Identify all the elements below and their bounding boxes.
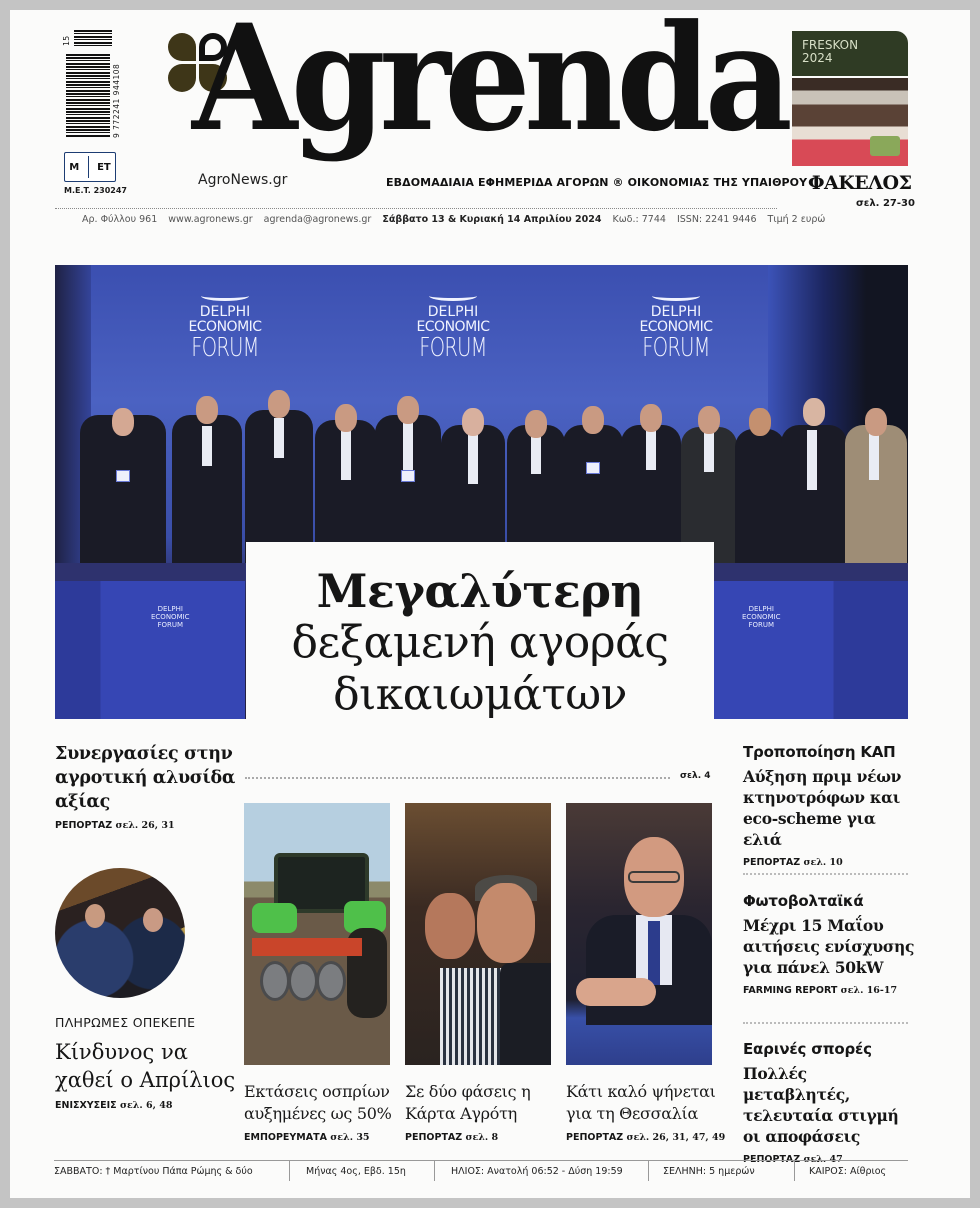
promo-pages: σελ. 27-30 xyxy=(856,198,915,209)
photo-story-3[interactable] xyxy=(566,1081,726,1143)
forum-logo: DELPHI ECONOMIC FORUM xyxy=(170,291,280,361)
story-kicker: ΠΛΗΡΩΜΕΣ ΟΠΕΚΕΠΕ xyxy=(55,1015,196,1030)
forum-logo: DELPHI ECONOMIC FORUM xyxy=(621,291,731,361)
story-headline: Κάτι καλό ψήνεται για τη Θεσσαλία xyxy=(566,1082,716,1123)
barcode-issue-number: 15 xyxy=(62,35,71,46)
forum-logo: DELPHI ECONOMIC FORUM xyxy=(398,291,508,361)
story-ref xyxy=(743,985,918,996)
story-left-2[interactable] xyxy=(55,1015,240,1111)
story-headline: Εκτάσεις οσπρίων αυξημένες ως 50% xyxy=(244,1082,392,1123)
story-right-3[interactable] xyxy=(743,1040,918,1165)
almanac-footer xyxy=(54,1160,908,1184)
story-kicker: Τροποποίηση ΚΑΠ xyxy=(743,743,896,761)
story-ref xyxy=(55,1100,240,1111)
story-ref xyxy=(244,1132,396,1143)
story-section: ΡΕΠΟΡΤΑΖ xyxy=(55,820,113,831)
story-headline: Αύξηση πριμ νέων κτηνοτρόφων και eco-scheme για ελιά xyxy=(743,767,902,849)
dotted-divider xyxy=(743,873,908,875)
photo-story-2[interactable] xyxy=(405,1081,557,1143)
story-right-2[interactable] xyxy=(743,892,918,996)
footer-moon: ΣΕΛΗΝΗ: 5 ημερών xyxy=(649,1161,795,1181)
story-kicker: Φωτοβολταϊκά xyxy=(743,892,864,910)
issue-code: Κωδ.: 7744 xyxy=(612,214,666,225)
story-section: ΡΕΠΟΡΤΑΖ xyxy=(743,1154,801,1165)
story-headline: Μέχρι 15 Μαΐου αιτήσεις ενίσχυσης για πάνελ 50kW xyxy=(743,916,915,977)
forum-logo-small: DELPHI ECONOMIC FORUM xyxy=(151,605,190,629)
issue-date: Σάββατο 13 & Κυριακή 14 Απριλίου 2024 xyxy=(382,214,602,225)
met-logo xyxy=(64,152,116,182)
footer-sun: ΗΛΙΟΣ: Ανατολή 06:52 - Δύση 19:59 xyxy=(435,1161,649,1181)
story-headline: Πολλές μεταβλητές, τελευταία στιγμή οι αποφάσεις xyxy=(743,1064,899,1146)
main-headline-line3: δικαιωμάτων xyxy=(333,669,627,720)
tagline: ΕΒΔΟΜΑΔΙΑΙΑ ΕΦΗΜΕΡΙΔΑ ΑΓΟΡΩΝ ® ΟΙΚΟΝΟΜΙΑΣ ΤΗΣ ΥΠΑΙΘΡΟΥ xyxy=(386,176,808,189)
story-pages: σελ. 10 xyxy=(803,857,843,868)
swoosh-icon xyxy=(429,291,477,301)
story-ref xyxy=(566,1132,726,1143)
met-logo-right: ET xyxy=(97,161,111,173)
main-headline-line2: δεξαμενή αγοράς xyxy=(291,617,669,668)
promo-photo xyxy=(792,78,908,166)
promo-tab xyxy=(792,31,908,76)
story-pages: σελ. 35 xyxy=(330,1132,370,1143)
barcode-number: 9 772241 944108 xyxy=(112,63,121,138)
forum-logo-small: DELPHI ECONOMIC FORUM xyxy=(742,605,781,629)
story-section: ΕΜΠΟΡΕΥΜΑΤΑ xyxy=(244,1132,327,1143)
story-ref xyxy=(55,820,240,831)
story-headline: Κίνδυνος να χαθεί ο Απρίλιος xyxy=(55,1040,236,1092)
main-page-ref: σελ. 4 xyxy=(680,771,711,781)
footer-week: Μήνας 4ος, Εβδ. 15η xyxy=(290,1161,435,1181)
met-code: M.E.T. 230247 xyxy=(64,186,127,195)
story-pages: σελ. 47 xyxy=(803,1154,843,1165)
story-ref xyxy=(743,857,918,868)
story-headline: Συνεργασίες στην αγροτική αλυσίδα αξίας xyxy=(55,744,236,812)
photo-speaker xyxy=(566,803,712,1065)
promo-title: ΦΑΚΕΛΟΣ xyxy=(808,172,912,194)
barcode-addon-icon xyxy=(74,30,112,46)
photo-tractor xyxy=(244,803,390,1065)
book-spine-icon xyxy=(88,156,89,178)
story-section: ΕΝΙΣΧΥΣΕΙΣ xyxy=(55,1100,117,1111)
story-left-1[interactable] xyxy=(55,742,240,831)
story-pages: σελ. 6, 48 xyxy=(119,1100,173,1111)
footer-nameday: ΣΑΒΒΑΤΟ: † Μαρτίνου Πάπα Ρώμης & δύο xyxy=(54,1161,290,1181)
promo-tab-line2: 2024 xyxy=(802,51,833,65)
promo-freskon[interactable] xyxy=(792,31,908,166)
issue-price: Τιμή 2 ευρώ xyxy=(767,214,826,225)
promo-tab-line1: FRESKON xyxy=(802,38,859,52)
swoosh-icon xyxy=(201,291,249,301)
story-section: ΡΕΠΟΡΤΑΖ xyxy=(566,1132,624,1143)
newspaper-title: Agrenda xyxy=(192,0,787,164)
story-headline: Σε δύο φάσεις η Κάρτα Αγρότη xyxy=(405,1082,531,1123)
masthead-divider xyxy=(55,208,777,209)
photo-farmers xyxy=(405,803,551,1065)
issue-number: Αρ. Φύλλου 961 xyxy=(82,214,158,225)
issue-website[interactable]: www.agronews.gr xyxy=(168,214,253,225)
footer-weather: ΚΑΙΡΟΣ: Αίθριος xyxy=(809,1166,887,1177)
story-section: ΡΕΠΟΡΤΑΖ xyxy=(405,1132,463,1143)
issue-issn: ISSN: 2241 9446 xyxy=(676,214,757,225)
story-right-1[interactable] xyxy=(743,743,918,868)
main-headline[interactable] xyxy=(246,565,714,721)
group-of-people xyxy=(75,385,905,565)
story-pages: σελ. 26, 31, 47, 49 xyxy=(626,1132,726,1143)
barcode-icon xyxy=(66,54,110,138)
story-ref xyxy=(405,1132,557,1143)
round-photo-parliament xyxy=(55,868,185,998)
story-pages: σελ. 8 xyxy=(465,1132,499,1143)
story-pages: σελ. 26, 31 xyxy=(115,820,175,831)
story-section: ΡΕΠΟΡΤΑΖ xyxy=(743,857,801,868)
met-logo-left: M xyxy=(69,161,80,173)
dotted-divider xyxy=(743,1022,908,1024)
story-kicker: Εαρινές σπορές xyxy=(743,1040,872,1058)
issue-info-line xyxy=(82,214,833,225)
website-label[interactable]: AgroNews.gr xyxy=(198,172,288,188)
issue-email[interactable]: agrenda@agronews.gr xyxy=(263,214,372,225)
dotted-divider xyxy=(245,777,670,779)
photo-story-1[interactable] xyxy=(244,1081,396,1143)
story-pages: σελ. 16-17 xyxy=(840,985,898,996)
main-headline-line1: Μεγαλύτερη xyxy=(316,564,644,618)
swoosh-icon xyxy=(652,291,700,301)
story-section: FARMING REPORT xyxy=(743,985,838,996)
